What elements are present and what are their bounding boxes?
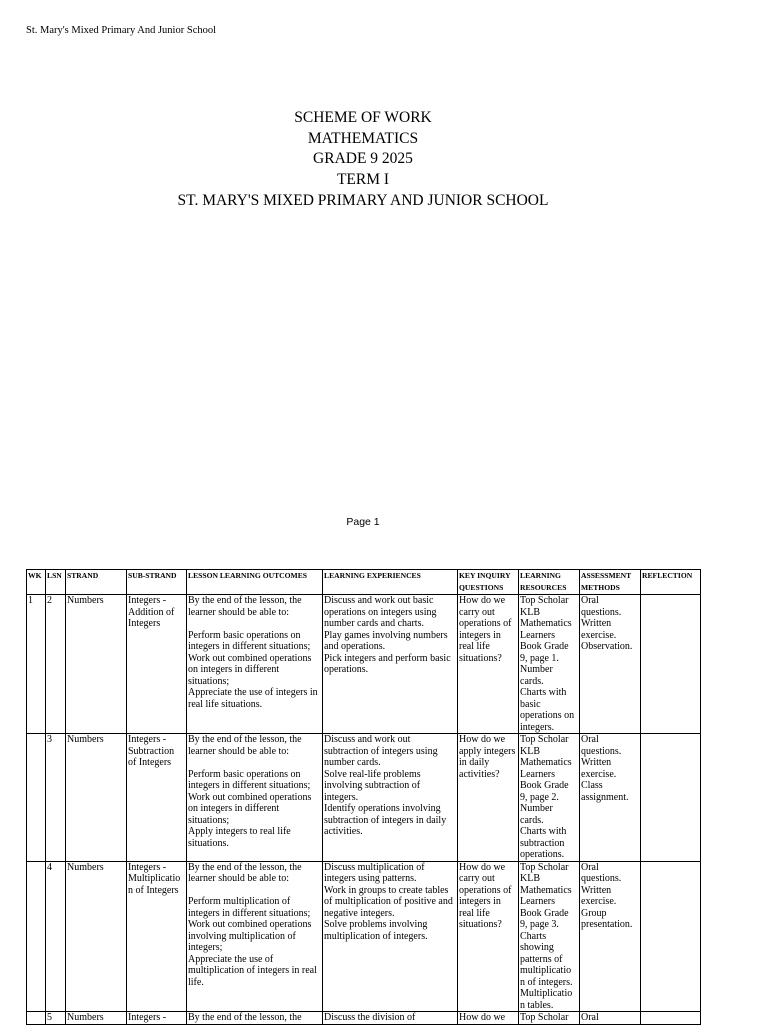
cell-inquiry: How do we carry out operations of integers in real life situations? xyxy=(458,595,519,734)
cell-wk: 1 xyxy=(27,595,46,734)
cell-inquiry: How do we xyxy=(458,1012,519,1025)
header-wk: WK xyxy=(27,570,46,595)
header-outcomes: LESSON LEARNING OUTCOMES xyxy=(187,570,323,595)
cell-strand: Numbers xyxy=(66,861,127,1012)
cell-reflection xyxy=(641,595,701,734)
cell-outcomes: By the end of the lesson, the learner should be able to: Perform multiplication of integers in different situations; Work out combined operations involving multiplication of integers; Appreciate the use of multiplication of integers in real life. xyxy=(187,861,323,1012)
cell-reflection xyxy=(641,1012,701,1025)
document-title xyxy=(0,108,726,212)
cell-wk xyxy=(27,861,46,1012)
cell-assessment: Oral xyxy=(580,1012,641,1025)
table-row xyxy=(27,595,701,734)
cell-assessment: Oral questions. Written exercise. Class assignment. xyxy=(580,734,641,862)
cell-inquiry: How do we apply integers in daily activities? xyxy=(458,734,519,862)
header-reflection: REFLECTION xyxy=(641,570,701,595)
table-row xyxy=(27,1012,701,1025)
cell-lsn: 4 xyxy=(46,861,66,1012)
cell-resources: Top Scholar KLB Mathematics Learners Book Grade 9, page 3. Charts showing patterns of multiplicatio n of integers. Multiplicatio n tables. xyxy=(519,861,580,1012)
cell-resources: Top Scholar xyxy=(519,1012,580,1025)
title-line-subject: MATHEMATICS xyxy=(307,129,419,147)
cell-strand: Numbers xyxy=(66,1012,127,1025)
scheme-of-work-table xyxy=(26,569,701,1025)
table-header xyxy=(27,570,701,595)
table-row xyxy=(27,734,701,862)
title-line-term: TERM I xyxy=(336,171,390,189)
cell-lsn: 3 xyxy=(46,734,66,862)
title-line-school: ST. MARY'S MIXED PRIMARY AND JUNIOR SCHOOL xyxy=(177,191,549,209)
cell-wk xyxy=(27,734,46,862)
running-header-school: St. Mary's Mixed Primary And Junior School xyxy=(26,25,217,36)
title-line-scheme: SCHEME OF WORK xyxy=(294,109,432,126)
header-resources: LEARNING RESOURCES xyxy=(519,570,580,595)
table-row xyxy=(27,861,701,1012)
header-assessment: ASSESSMENT METHODS xyxy=(580,570,641,595)
cell-reflection xyxy=(641,734,701,862)
header-sub-strand: SUB-STRAND xyxy=(127,570,187,595)
cell-experiences: Discuss and work out basic operations on integers using number cards and charts. Play games involving numbers and operations. Pick integers and perform basic operations. xyxy=(323,595,458,734)
table-body xyxy=(27,595,701,1025)
page-number: Page 1 xyxy=(346,516,380,528)
header-row xyxy=(27,570,701,595)
header-lsn: LSN xyxy=(46,570,66,595)
cell-strand: Numbers xyxy=(66,734,127,862)
header-strand: STRAND xyxy=(66,570,127,595)
cell-wk xyxy=(27,1012,46,1025)
cell-resources: Top Scholar KLB Mathematics Learners Book Grade 9, page 2. Number cards. Charts with subtraction operations. xyxy=(519,734,580,862)
title-line-grade: GRADE 9 2025 xyxy=(313,150,413,168)
cell-lsn: 2 xyxy=(46,595,66,734)
header-inquiry: KEY INQUIRY QUESTIONS xyxy=(458,570,519,595)
cell-strand: Numbers xyxy=(66,595,127,734)
cell-outcomes: By the end of the lesson, the learner should be able to: Perform basic operations on integers in different situations; Work out combined operations on integers in different situations; Apply integers to real life situations. xyxy=(187,734,323,862)
header-experiences: LEARNING EXPERIENCES xyxy=(323,570,458,595)
cell-outcomes: By the end of the lesson, the learner should be able to: Perform basic operations on integers in different situations; Work out combined operations on integers in different situations; Appreciate the use of integers in real life situations. xyxy=(187,595,323,734)
cell-reflection xyxy=(641,861,701,1012)
cell-sub-strand: Integers - Addition of Integers xyxy=(127,595,187,734)
cell-experiences: Discuss the division of xyxy=(323,1012,458,1025)
cell-assessment: Oral questions. Written exercise. Observation. xyxy=(580,595,641,734)
cell-experiences: Discuss multiplication of integers using patterns. Work in groups to create tables of multiplication of positive and negative integers. Solve problems involving multiplication of integers. xyxy=(323,861,458,1012)
cell-inquiry: How do we carry out operations of integers in real life situations? xyxy=(458,861,519,1012)
cell-assessment: Oral questions. Written exercise. Group presentation. xyxy=(580,861,641,1012)
cell-experiences: Discuss and work out subtraction of integers using number cards. Solve real-life problems involving subtraction of integers. Identify operations involving subtraction of integers in daily activities. xyxy=(323,734,458,862)
cell-resources: Top Scholar KLB Mathematics Learners Book Grade 9, page 1. Number cards. Charts with basic operations on integers. xyxy=(519,595,580,734)
cell-sub-strand: Integers - Multiplicatio n of Integers xyxy=(127,861,187,1012)
cell-lsn: 5 xyxy=(46,1012,66,1025)
cell-sub-strand: Integers - xyxy=(127,1012,187,1025)
cell-outcomes: By the end of the lesson, the xyxy=(187,1012,323,1025)
cell-sub-strand: Integers - Subtraction of Integers xyxy=(127,734,187,862)
